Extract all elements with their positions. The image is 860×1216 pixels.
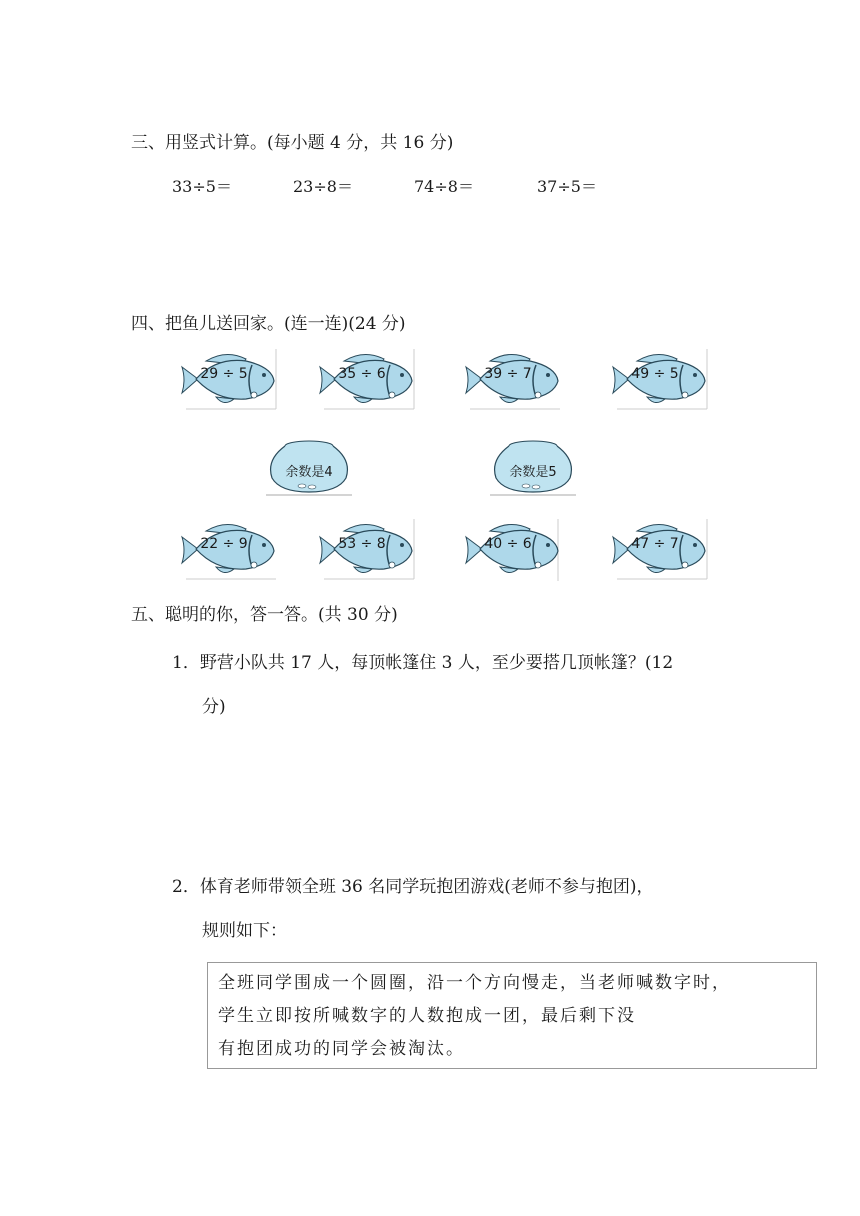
- question-1-line-1: 1．野营小队共 17 人，每顶帐篷住 3 人，至少要搭几顶帐篷？(12: [172, 653, 674, 673]
- fish-label: 53 ÷ 8: [338, 536, 386, 552]
- rules-box: [207, 962, 817, 1069]
- fish-label: 29 ÷ 5: [200, 366, 248, 382]
- rule-line-2: 学生立即按所喊数字的人数抱成一团，最后剩下没: [218, 1006, 636, 1026]
- question-1-line-2: 分): [202, 697, 226, 717]
- fish-bottom-3[interactable]: [460, 519, 565, 581]
- expression-2: 23÷8＝: [293, 177, 353, 196]
- bowl-label: 余数是4: [285, 465, 333, 480]
- fish-top-2[interactable]: [314, 349, 419, 411]
- fish-label: 49 ÷ 5: [631, 366, 679, 382]
- expression-1: 33÷5＝: [172, 177, 232, 196]
- section-4-heading: 四、把鱼儿送回家。(连一连)(24 分): [131, 314, 406, 334]
- expression-3: 74÷8＝: [414, 177, 474, 196]
- fish-label: 22 ÷ 9: [200, 536, 248, 552]
- fish-bottom-2[interactable]: [314, 519, 419, 581]
- section-3-heading: 三、用竖式计算。(每小题 4 分，共 16 分): [131, 133, 454, 153]
- section-5-heading: 五、聪明的你，答一答。(共 30 分): [131, 605, 398, 625]
- fish-bottom-1[interactable]: [176, 519, 281, 581]
- fish-label: 40 ÷ 6: [484, 536, 532, 552]
- fish-top-4[interactable]: [607, 349, 712, 411]
- fishbowl-1[interactable]: [266, 438, 352, 496]
- fish-bottom-4[interactable]: [607, 519, 712, 581]
- fish-label: 47 ÷ 7: [631, 536, 679, 552]
- expression-4: 37÷5＝: [537, 177, 597, 196]
- fishbowl-2[interactable]: [490, 438, 576, 496]
- fish-top-3[interactable]: [460, 349, 565, 411]
- bowl-label: 余数是5: [509, 465, 557, 480]
- question-2-line-2: 规则如下：: [202, 921, 287, 941]
- rule-line-3: 有抱团成功的同学会被淘汰。: [218, 1039, 465, 1059]
- rule-line-1: 全班同学围成一个圆圈，沿一个方向慢走，当老师喊数字时，: [218, 973, 731, 993]
- fish-top-1[interactable]: [176, 349, 281, 411]
- question-2-line-1: 2．体育老师带领全班 36 名同学玩抱团游戏(老师不参与抱团)，: [172, 877, 654, 897]
- fish-label: 35 ÷ 6: [338, 366, 386, 382]
- fish-label: 39 ÷ 7: [484, 366, 532, 382]
